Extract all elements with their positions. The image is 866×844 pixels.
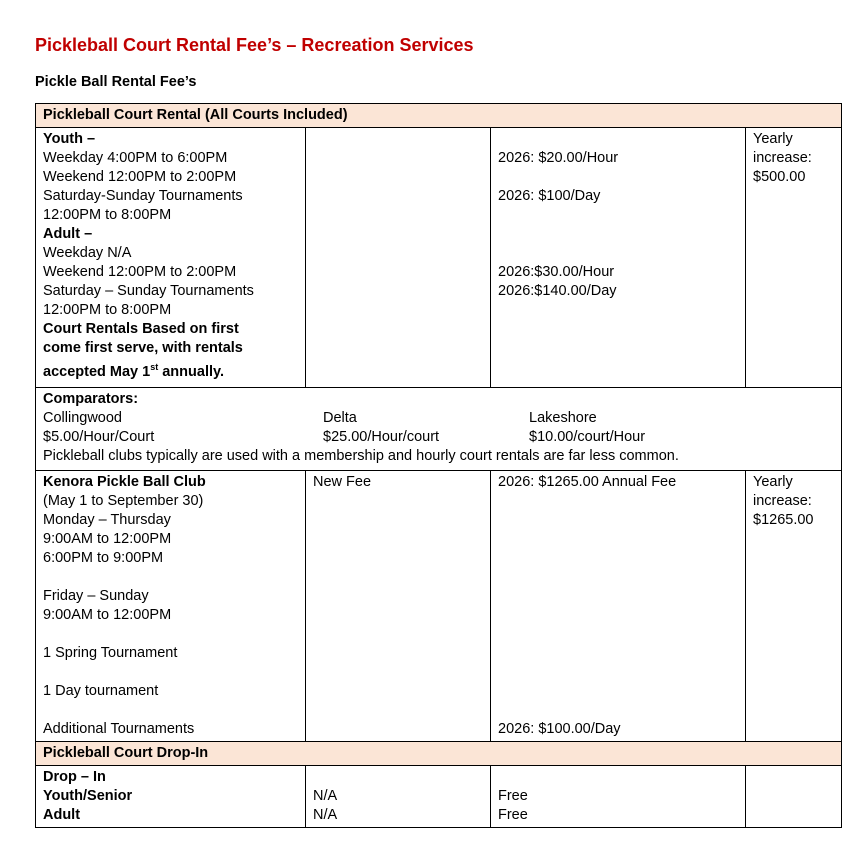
- rental-fees-cell: [491, 128, 746, 388]
- dropin-row: [36, 766, 842, 828]
- kenora-details-cell: [36, 471, 306, 742]
- page-title: Pickleball Court Rental Fee’s – Recreation Services: [35, 35, 474, 55]
- section-header-row-rental: [36, 104, 842, 128]
- text-line: come first serve, with rentals: [43, 340, 243, 356]
- comparator-names: [43, 409, 834, 428]
- section-header-row-dropin: [36, 742, 842, 766]
- comparators-cell: [36, 388, 842, 471]
- text-line: [313, 768, 483, 787]
- text-line: [498, 244, 738, 263]
- rental-yearly-increase-cell: Yearly increase: $500.00: [746, 128, 842, 388]
- text-line: accepted May 1st annually.: [43, 362, 225, 380]
- text-line: [498, 511, 738, 530]
- text-line: N/A: [313, 807, 338, 823]
- section-header-rental: Pickleball Court Rental (All Courts Included): [36, 104, 842, 128]
- comparator-rates: [43, 428, 834, 447]
- text-line: N/A: [313, 788, 338, 804]
- text-line: [498, 701, 738, 720]
- dropin-feetype-cell: [306, 766, 491, 828]
- text-line: [498, 682, 738, 701]
- text-line: Adult –: [43, 226, 93, 242]
- text-line: 9:00AM to 12:00PM: [43, 607, 172, 623]
- comparators-row: [36, 388, 842, 471]
- text-line: Free: [498, 807, 528, 823]
- text-line: (May 1 to September 30): [43, 493, 204, 509]
- text-line: Monday – Thursday: [43, 512, 171, 528]
- text-line: [498, 206, 738, 225]
- page-subtitle: Pickle Ball Rental Fee’s: [35, 74, 197, 90]
- text-line: 2026: $100.00/Day: [498, 721, 621, 737]
- comparator-name: Collingwood: [43, 410, 122, 426]
- dropin-empty-cell: [746, 766, 842, 828]
- kenora-yearly-increase-cell: Yearly increase: $1265.00: [746, 471, 842, 742]
- rental-feetype-cell: [306, 128, 491, 388]
- text-line: [498, 168, 738, 187]
- text-line: Free: [498, 788, 528, 804]
- text-line: [498, 663, 738, 682]
- dropin-categories-cell: [36, 766, 306, 828]
- section-header-dropin: Pickleball Court Drop-In: [36, 742, 842, 766]
- text-line: [43, 663, 298, 682]
- comparator-rate: $5.00/Hour/Court: [43, 429, 155, 445]
- text-line: New Fee: [313, 474, 372, 490]
- kenora-fees-cell: [491, 471, 746, 742]
- text-line: Youth/Senior: [43, 788, 133, 804]
- text-line: Drop – In: [43, 769, 106, 785]
- text-line: 2026:$30.00/Hour: [498, 264, 615, 280]
- text-line: Weekday N/A: [43, 245, 132, 261]
- text-line: [498, 549, 738, 568]
- text-line: [498, 225, 738, 244]
- text-line: [43, 568, 298, 587]
- comparator-rate: $10.00/court/Hour: [529, 429, 646, 445]
- text-line: 6:00PM to 9:00PM: [43, 550, 164, 566]
- text-line: Weekend 12:00PM to 2:00PM: [43, 264, 237, 280]
- dropin-fees-cell: [491, 766, 746, 828]
- text-line: 2026:$140.00/Day: [498, 283, 617, 299]
- text-line: 2026: $1265.00 Annual Fee: [498, 474, 677, 490]
- text-line: 1 Day tournament: [43, 683, 159, 699]
- text-line: 2026: $100/Day: [498, 188, 601, 204]
- text-line: [498, 130, 738, 149]
- text-line: [498, 587, 738, 606]
- text-line: Saturday-Sunday Tournaments: [43, 188, 243, 204]
- text-line: [43, 701, 298, 720]
- text-line: Additional Tournaments: [43, 721, 195, 737]
- kenora-club-row: [36, 471, 842, 742]
- text-line: [498, 606, 738, 625]
- rental-schedule-cell: [36, 128, 306, 388]
- text-line: 1 Spring Tournament: [43, 645, 178, 661]
- text-line: 2026: $20.00/Hour: [498, 150, 619, 166]
- text-line: Adult: [43, 807, 81, 823]
- kenora-feetype-cell: [306, 471, 491, 742]
- text-line: [498, 644, 738, 663]
- text-line: Youth –: [43, 131, 96, 147]
- text-line: [498, 768, 738, 787]
- rental-row: [36, 128, 842, 388]
- comparator-name: Delta: [323, 410, 357, 426]
- text-line: Weekday 4:00PM to 6:00PM: [43, 150, 228, 166]
- fees-table: [35, 103, 842, 828]
- comparators-note: Pickleball clubs typically are used with a membership and hourly court rentals are far less common.: [43, 448, 679, 464]
- comparators-label: Comparators:: [43, 391, 139, 407]
- text-line: 12:00PM to 8:00PM: [43, 302, 172, 318]
- comparator-rate: $25.00/Hour/court: [323, 429, 440, 445]
- text-line: Weekend 12:00PM to 2:00PM: [43, 169, 237, 185]
- text-line: [498, 492, 738, 511]
- text-line: [498, 625, 738, 644]
- text-line: Saturday – Sunday Tournaments: [43, 283, 254, 299]
- text-line: [43, 625, 298, 644]
- comparator-name: Lakeshore: [529, 410, 597, 426]
- text-line: [498, 568, 738, 587]
- text-line: Friday – Sunday: [43, 588, 149, 604]
- text-line: 9:00AM to 12:00PM: [43, 531, 172, 547]
- text-line: Court Rentals Based on first: [43, 321, 239, 337]
- text-line: 12:00PM to 8:00PM: [43, 207, 172, 223]
- text-line: Kenora Pickle Ball Club: [43, 474, 206, 490]
- text-line: [498, 530, 738, 549]
